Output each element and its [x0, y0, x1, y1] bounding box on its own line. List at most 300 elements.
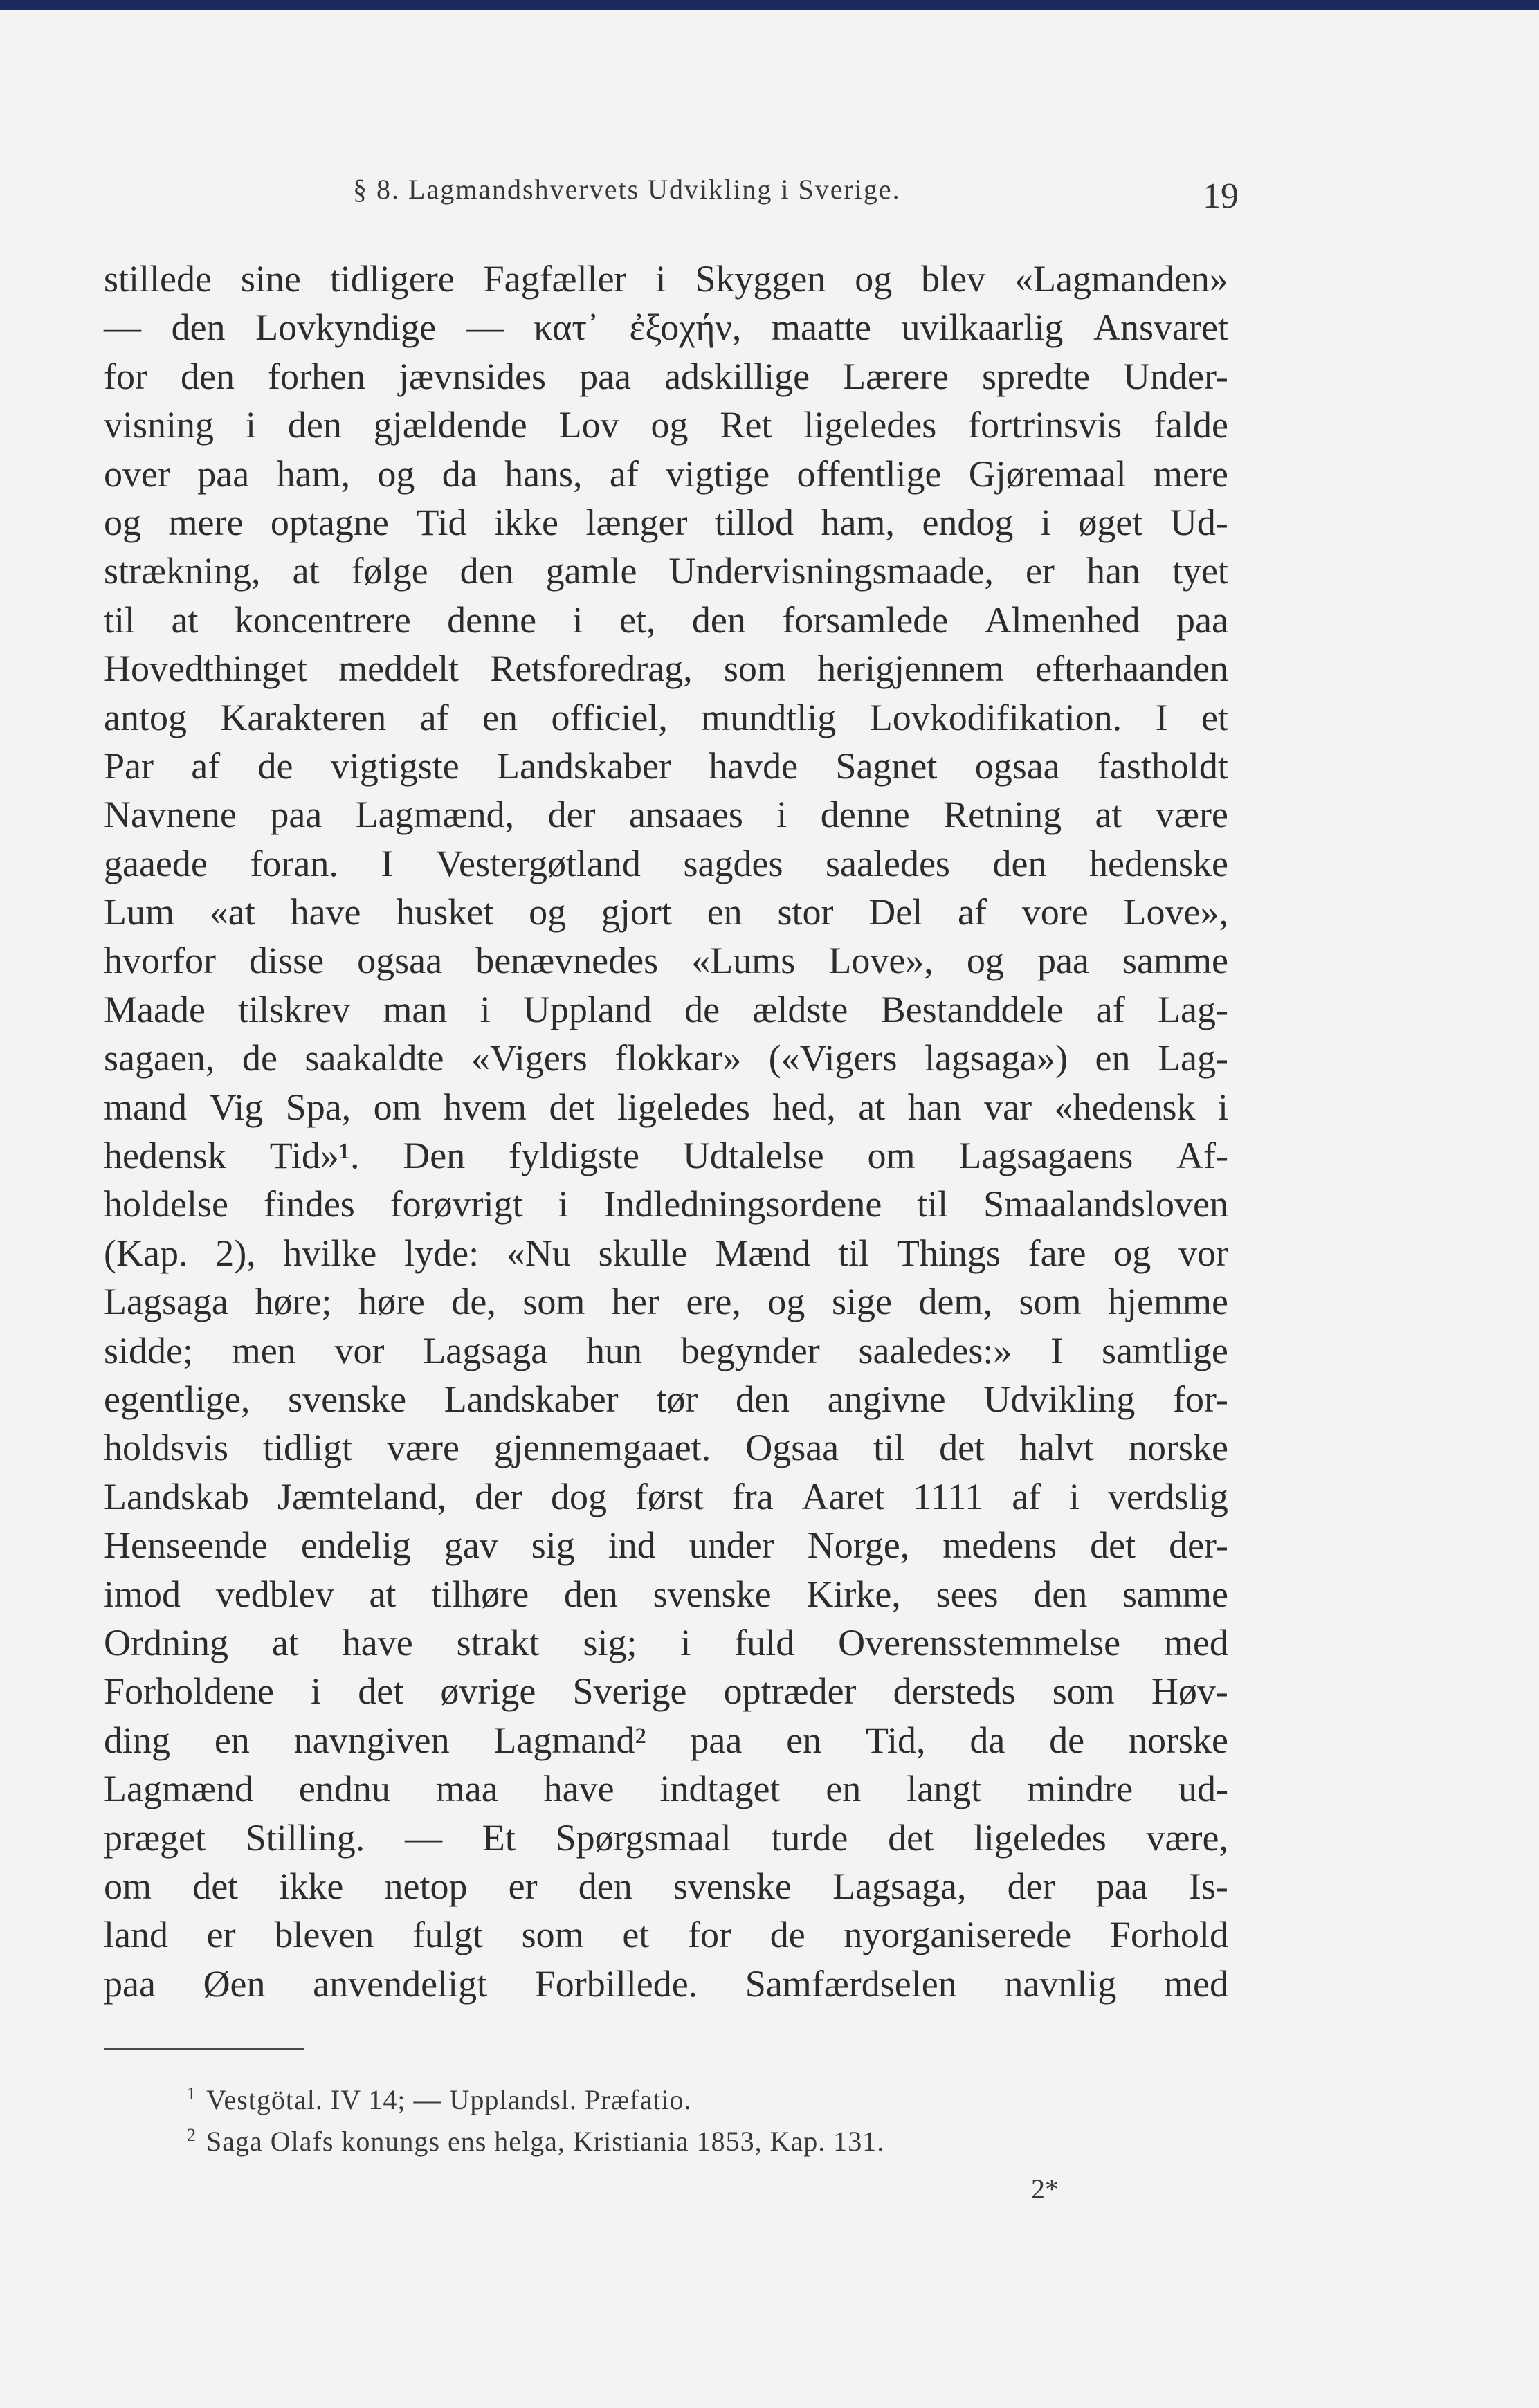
- word: høre: [358, 1281, 425, 1323]
- word: strakt: [456, 1621, 540, 1663]
- word: Bestanddele: [880, 988, 1064, 1030]
- word: øvrige: [440, 1670, 536, 1713]
- word: i: [1217, 1086, 1228, 1128]
- word: Tid»¹.: [269, 1135, 360, 1177]
- word: «Lagmanden»: [1014, 258, 1228, 300]
- word: Spørgsmaal: [555, 1816, 731, 1859]
- word: Undervisningsmaade,: [668, 550, 994, 592]
- word: under: [689, 1524, 774, 1567]
- word: Lagsaga,: [832, 1865, 967, 1907]
- footnote-text: Saga Olafs konungs ens helga, Kristiania 1853, Kap. 131.: [206, 2126, 885, 2157]
- word: mundtlig: [701, 696, 837, 738]
- word: sagaen,: [104, 1037, 215, 1079]
- word: optagne: [270, 501, 389, 543]
- word: høre;: [255, 1281, 332, 1323]
- word: Hovedthinget: [104, 648, 307, 690]
- word: paa: [690, 1719, 743, 1761]
- word: Navnene: [104, 794, 237, 836]
- word: Almenhed: [984, 599, 1140, 641]
- word: navngiven: [293, 1719, 450, 1761]
- word: mere: [1154, 453, 1228, 495]
- word: —: [104, 307, 141, 349]
- word: af: [958, 891, 987, 933]
- word: her: [611, 1281, 659, 1323]
- word: Under-: [1123, 355, 1228, 397]
- word: Aaret: [801, 1475, 885, 1517]
- word: paa: [197, 453, 250, 495]
- word: navnlig: [1004, 1962, 1117, 2005]
- word: præget: [104, 1816, 206, 1859]
- word: —: [466, 307, 504, 349]
- word: Lag-: [1157, 988, 1228, 1030]
- word: dersteds: [893, 1670, 1016, 1713]
- word: fastholdt: [1097, 745, 1228, 787]
- word: ham,: [276, 453, 351, 495]
- text-line: [104, 1131, 1228, 1180]
- word: sig;: [583, 1621, 637, 1663]
- text-line: [104, 936, 1228, 985]
- word: Øen: [203, 1962, 266, 2005]
- word: Lagsaga: [423, 1329, 548, 1371]
- word: vor: [334, 1329, 385, 1371]
- word: længer: [585, 501, 688, 543]
- word: af: [419, 696, 449, 738]
- word: gav: [444, 1524, 498, 1567]
- text-line: [104, 742, 1228, 790]
- word: I: [1050, 1329, 1064, 1371]
- word: norske: [1128, 1427, 1228, 1469]
- word: gamle: [545, 550, 637, 592]
- text-line: [104, 1423, 1228, 1472]
- word: Del: [868, 891, 923, 933]
- word: Maade: [104, 988, 206, 1030]
- word: til: [917, 1183, 949, 1225]
- word: Udtalelse: [682, 1135, 824, 1177]
- word: saaledes: [826, 842, 950, 884]
- text-line: [104, 985, 1228, 1034]
- word: over: [104, 453, 170, 495]
- text-line: [104, 1716, 1228, 1764]
- word: sige: [831, 1281, 892, 1323]
- word: land: [104, 1914, 168, 1956]
- word: hedensk: [104, 1135, 226, 1177]
- word: og: [104, 501, 141, 543]
- word: paa: [579, 355, 632, 397]
- word: endnu: [298, 1768, 390, 1810]
- word: at: [271, 1621, 299, 1663]
- word: paa: [1037, 940, 1089, 982]
- text-line: [104, 1667, 1228, 1715]
- word: nyorganiserede: [844, 1914, 1072, 1956]
- word: det: [939, 1427, 985, 1469]
- word: er: [508, 1865, 538, 1907]
- word: ikke: [493, 501, 558, 543]
- word: gjennemgaaet.: [493, 1427, 711, 1469]
- word: øget: [1078, 501, 1143, 543]
- text-line: [104, 1375, 1228, 1423]
- word: Landskaber: [497, 745, 671, 787]
- word: Love»,: [828, 940, 934, 982]
- word: var: [984, 1086, 1032, 1128]
- word: gjort: [601, 891, 672, 933]
- word: «Nu: [506, 1232, 571, 1274]
- word: Et: [482, 1816, 516, 1859]
- word: om: [867, 1135, 916, 1177]
- word: Forholdene: [104, 1670, 274, 1713]
- word: af: [1012, 1475, 1041, 1517]
- word: sidde;: [104, 1329, 193, 1371]
- footnote: [187, 2079, 1156, 2121]
- word: Stilling.: [245, 1816, 365, 1859]
- word: stor: [777, 891, 834, 933]
- word: han: [907, 1086, 962, 1128]
- word: der: [547, 794, 596, 836]
- word: Smaalandsloven: [983, 1183, 1228, 1225]
- word: netop: [384, 1865, 468, 1907]
- word: visning: [104, 404, 215, 446]
- word: han: [1086, 550, 1140, 592]
- word: den: [287, 404, 342, 446]
- word: og: [1113, 1232, 1151, 1274]
- word: være: [1155, 794, 1228, 836]
- word: benævnedes: [475, 940, 659, 982]
- word: den: [459, 550, 514, 592]
- word: i: [480, 988, 491, 1030]
- word: hvorfor: [104, 940, 216, 982]
- word: maa: [435, 1768, 498, 1810]
- word: medens: [942, 1524, 1057, 1567]
- word: ældste: [752, 988, 848, 1030]
- word: tillod: [714, 501, 794, 543]
- word: samtlige: [1101, 1329, 1228, 1371]
- word: Lov: [558, 404, 619, 446]
- word: for: [688, 1914, 731, 1956]
- word: mere: [168, 501, 244, 543]
- text-line: [104, 255, 1228, 303]
- word: («Vigers: [768, 1037, 898, 1079]
- word: denne: [820, 794, 910, 836]
- word: i: [245, 404, 256, 446]
- word: «at: [209, 891, 255, 933]
- word: Lagsagaens: [958, 1135, 1133, 1177]
- word: tilhøre: [431, 1573, 529, 1615]
- word: om: [104, 1865, 152, 1907]
- word: gaaede: [104, 842, 208, 884]
- word: de: [770, 1914, 805, 1956]
- word: at: [369, 1573, 397, 1615]
- word: Spa,: [285, 1086, 352, 1128]
- word: Fagfæller: [483, 258, 627, 300]
- word: da: [441, 453, 477, 495]
- word: stillede: [104, 258, 212, 300]
- word: er: [1025, 550, 1055, 592]
- footnote-text: Vestgötal. IV 14; — Upplandsl. Præfatio.: [206, 2084, 692, 2115]
- word: Karakteren: [220, 696, 387, 738]
- word: vigtigste: [330, 745, 459, 787]
- word: optræder: [723, 1670, 857, 1713]
- word: de: [684, 988, 720, 1030]
- word: af: [1095, 988, 1125, 1030]
- word: begynder: [680, 1329, 820, 1371]
- word: Jæmteland,: [277, 1475, 447, 1517]
- word: dem,: [918, 1281, 992, 1323]
- word: ligeledes: [973, 1816, 1107, 1859]
- text-line: [104, 401, 1228, 449]
- word: Retning: [943, 794, 1062, 836]
- word: fra: [731, 1475, 774, 1517]
- word: at: [171, 599, 199, 641]
- word: fuld: [734, 1621, 795, 1663]
- word: Indledningsordene: [603, 1183, 882, 1225]
- word: sig: [531, 1524, 575, 1567]
- word: uvilkaarlig: [901, 307, 1064, 349]
- text-line: [104, 693, 1228, 742]
- word: Af-: [1176, 1135, 1228, 1177]
- word: gjældende: [373, 404, 527, 446]
- word: den: [171, 307, 226, 349]
- word: Sverige: [572, 1670, 687, 1713]
- word: de: [257, 745, 293, 787]
- word: κατ᾽: [534, 307, 599, 349]
- word: med: [1163, 1621, 1228, 1663]
- text-line: [104, 352, 1228, 401]
- text-line: [104, 1814, 1228, 1862]
- word: have: [543, 1768, 614, 1810]
- word: Ud-: [1169, 501, 1228, 543]
- word: Lagmænd,: [355, 794, 515, 836]
- word: Landskab: [104, 1475, 249, 1517]
- word: den: [578, 1865, 632, 1907]
- word: som: [521, 1914, 584, 1956]
- word: den: [563, 1573, 618, 1615]
- word: tyet: [1172, 550, 1228, 592]
- text-line: [104, 1180, 1228, 1228]
- word: i: [311, 1670, 322, 1713]
- word: der: [1007, 1865, 1055, 1907]
- word: findes: [263, 1183, 355, 1225]
- word: Ret: [720, 404, 772, 446]
- text-line: [104, 888, 1228, 936]
- text-line: [104, 790, 1228, 839]
- word: Lovkodifikation.: [869, 696, 1122, 738]
- word: vedblev: [215, 1573, 334, 1615]
- word: havde: [709, 745, 799, 787]
- signature-mark: 2*: [1031, 2173, 1059, 2205]
- word: Lovkyndige: [255, 307, 437, 349]
- word: ansaaes: [628, 794, 743, 836]
- word: de: [242, 1037, 277, 1079]
- footnote-rule: [104, 2048, 304, 2050]
- word: det: [192, 1865, 239, 1907]
- word: Tid: [416, 501, 467, 543]
- text-line: [104, 1521, 1228, 1569]
- word: en: [482, 696, 518, 738]
- footnote: [187, 2121, 1156, 2162]
- word: 2),: [215, 1232, 256, 1274]
- word: den: [1033, 1573, 1088, 1615]
- word: flokkar»: [614, 1037, 742, 1079]
- word: hjemme: [1108, 1281, 1228, 1323]
- word: svenske: [653, 1573, 772, 1615]
- word: til: [838, 1232, 870, 1274]
- word: og: [650, 404, 689, 446]
- word: fortrinsvis: [968, 404, 1122, 446]
- word: ham,: [821, 501, 895, 543]
- word: et,: [619, 599, 656, 641]
- word: Vig: [209, 1086, 264, 1128]
- word: forsamlede: [782, 599, 949, 641]
- word: der-: [1169, 1524, 1228, 1567]
- word: adskillige: [664, 355, 810, 397]
- word: paa: [270, 794, 322, 836]
- word: falde: [1154, 404, 1228, 446]
- word: strækning,: [104, 550, 261, 592]
- word: paa: [1095, 1865, 1148, 1907]
- word: og: [767, 1281, 805, 1323]
- word: ud-: [1178, 1768, 1228, 1810]
- body-text: [104, 255, 1228, 2008]
- word: verdslig: [1107, 1475, 1228, 1517]
- word: langt: [907, 1768, 982, 1810]
- word: Lagmænd: [104, 1768, 253, 1810]
- word: ogsaa: [974, 745, 1060, 787]
- word: saakaldte: [304, 1037, 444, 1079]
- word: holdsvis: [104, 1427, 229, 1469]
- word: hedenske: [1089, 842, 1228, 884]
- word: foran.: [250, 842, 338, 884]
- word: hvem: [444, 1086, 527, 1128]
- word: fulgt: [412, 1914, 483, 1956]
- word: jævnsides: [399, 355, 547, 397]
- word: Kirke,: [806, 1573, 901, 1615]
- text-line: [104, 644, 1228, 693]
- word: Tid,: [865, 1719, 926, 1761]
- word: halvt: [1019, 1427, 1094, 1469]
- word: saaledes:»: [858, 1329, 1012, 1371]
- text-line: [104, 303, 1228, 352]
- word: vor: [1178, 1232, 1228, 1274]
- word: ere,: [686, 1281, 741, 1323]
- word: imod: [104, 1573, 181, 1615]
- word: i: [680, 1621, 691, 1663]
- word: endelig: [300, 1524, 411, 1567]
- word: ligeledes: [803, 404, 937, 446]
- word: blev: [921, 258, 986, 300]
- text-line: [104, 1570, 1228, 1618]
- word: spredte: [982, 355, 1090, 397]
- word: en: [707, 891, 743, 933]
- word: i: [558, 1183, 569, 1225]
- word: forøvrigt: [390, 1183, 523, 1225]
- word: Lagmand²: [493, 1719, 646, 1761]
- word: Samfærdselen: [745, 1962, 957, 2005]
- text-line: [104, 1083, 1228, 1131]
- word: mand: [104, 1086, 187, 1128]
- word: og: [529, 891, 567, 933]
- word: den: [181, 355, 235, 397]
- word: lagsaga»): [925, 1037, 1068, 1079]
- word: en: [214, 1719, 250, 1761]
- word: Forbillede.: [534, 1962, 698, 2005]
- word: et: [1201, 696, 1228, 738]
- word: hed,: [772, 1086, 836, 1128]
- word: Lag-: [1158, 1037, 1228, 1079]
- word: ἐξοχήν,: [629, 307, 742, 349]
- word: for: [104, 355, 147, 397]
- text-line: [104, 839, 1228, 888]
- word: Retsforedrag,: [490, 648, 693, 690]
- word: (Kap.: [104, 1232, 188, 1274]
- word: i: [776, 794, 787, 836]
- word: Lum: [104, 891, 174, 933]
- word: de,: [451, 1281, 496, 1323]
- word: i: [1040, 501, 1051, 543]
- word: anvendeligt: [313, 1962, 488, 2005]
- word: forhen: [268, 355, 365, 397]
- word: dog: [551, 1475, 607, 1517]
- word: at: [1095, 794, 1122, 836]
- word: og: [966, 940, 1004, 982]
- word: paa: [104, 1962, 156, 2005]
- word: Skyggen: [695, 258, 826, 300]
- word: i: [1069, 1475, 1080, 1517]
- word: lyde:: [404, 1232, 480, 1274]
- word: hun: [586, 1329, 642, 1371]
- word: Uppland: [522, 988, 652, 1030]
- word: Is-: [1188, 1865, 1228, 1907]
- word: et: [622, 1914, 650, 1956]
- word: offentlige: [796, 453, 942, 495]
- word: det: [549, 1086, 595, 1128]
- word: angivne: [827, 1378, 946, 1420]
- word: Ogsaa: [745, 1427, 839, 1469]
- word: sees: [936, 1573, 999, 1615]
- word: som: [723, 648, 786, 690]
- text-line: [104, 1034, 1228, 1082]
- word: «hedensk: [1054, 1086, 1196, 1128]
- word: Landskaber: [444, 1378, 619, 1420]
- word: Things: [896, 1232, 1001, 1274]
- word: af: [191, 745, 221, 787]
- word: ogsaa: [357, 940, 443, 982]
- word: om: [373, 1086, 421, 1128]
- text-line: [104, 1862, 1228, 1910]
- word: i: [655, 258, 666, 300]
- text-line: [104, 1326, 1228, 1375]
- text-line: [104, 547, 1228, 595]
- word: sine: [240, 258, 301, 300]
- word: «Lums: [691, 940, 796, 982]
- word: være,: [1146, 1816, 1228, 1859]
- word: da: [969, 1719, 1005, 1761]
- footnotes: [187, 2079, 1156, 2162]
- word: Gjøremaal: [968, 453, 1127, 495]
- word: den: [691, 599, 746, 641]
- word: Forhold: [1109, 1914, 1228, 1956]
- word: der: [475, 1475, 523, 1517]
- word: 1111: [913, 1475, 984, 1517]
- text-line: [104, 450, 1228, 498]
- word: tidligt: [263, 1427, 353, 1469]
- word: for-: [1173, 1378, 1228, 1420]
- word: mindre: [1027, 1768, 1133, 1810]
- word: med: [1163, 1962, 1228, 2005]
- word: fyldigste: [509, 1135, 640, 1177]
- footnote-mark: 2: [187, 2124, 197, 2145]
- word: er: [206, 1914, 236, 1956]
- text-line: [104, 1618, 1228, 1667]
- word: den: [992, 842, 1047, 884]
